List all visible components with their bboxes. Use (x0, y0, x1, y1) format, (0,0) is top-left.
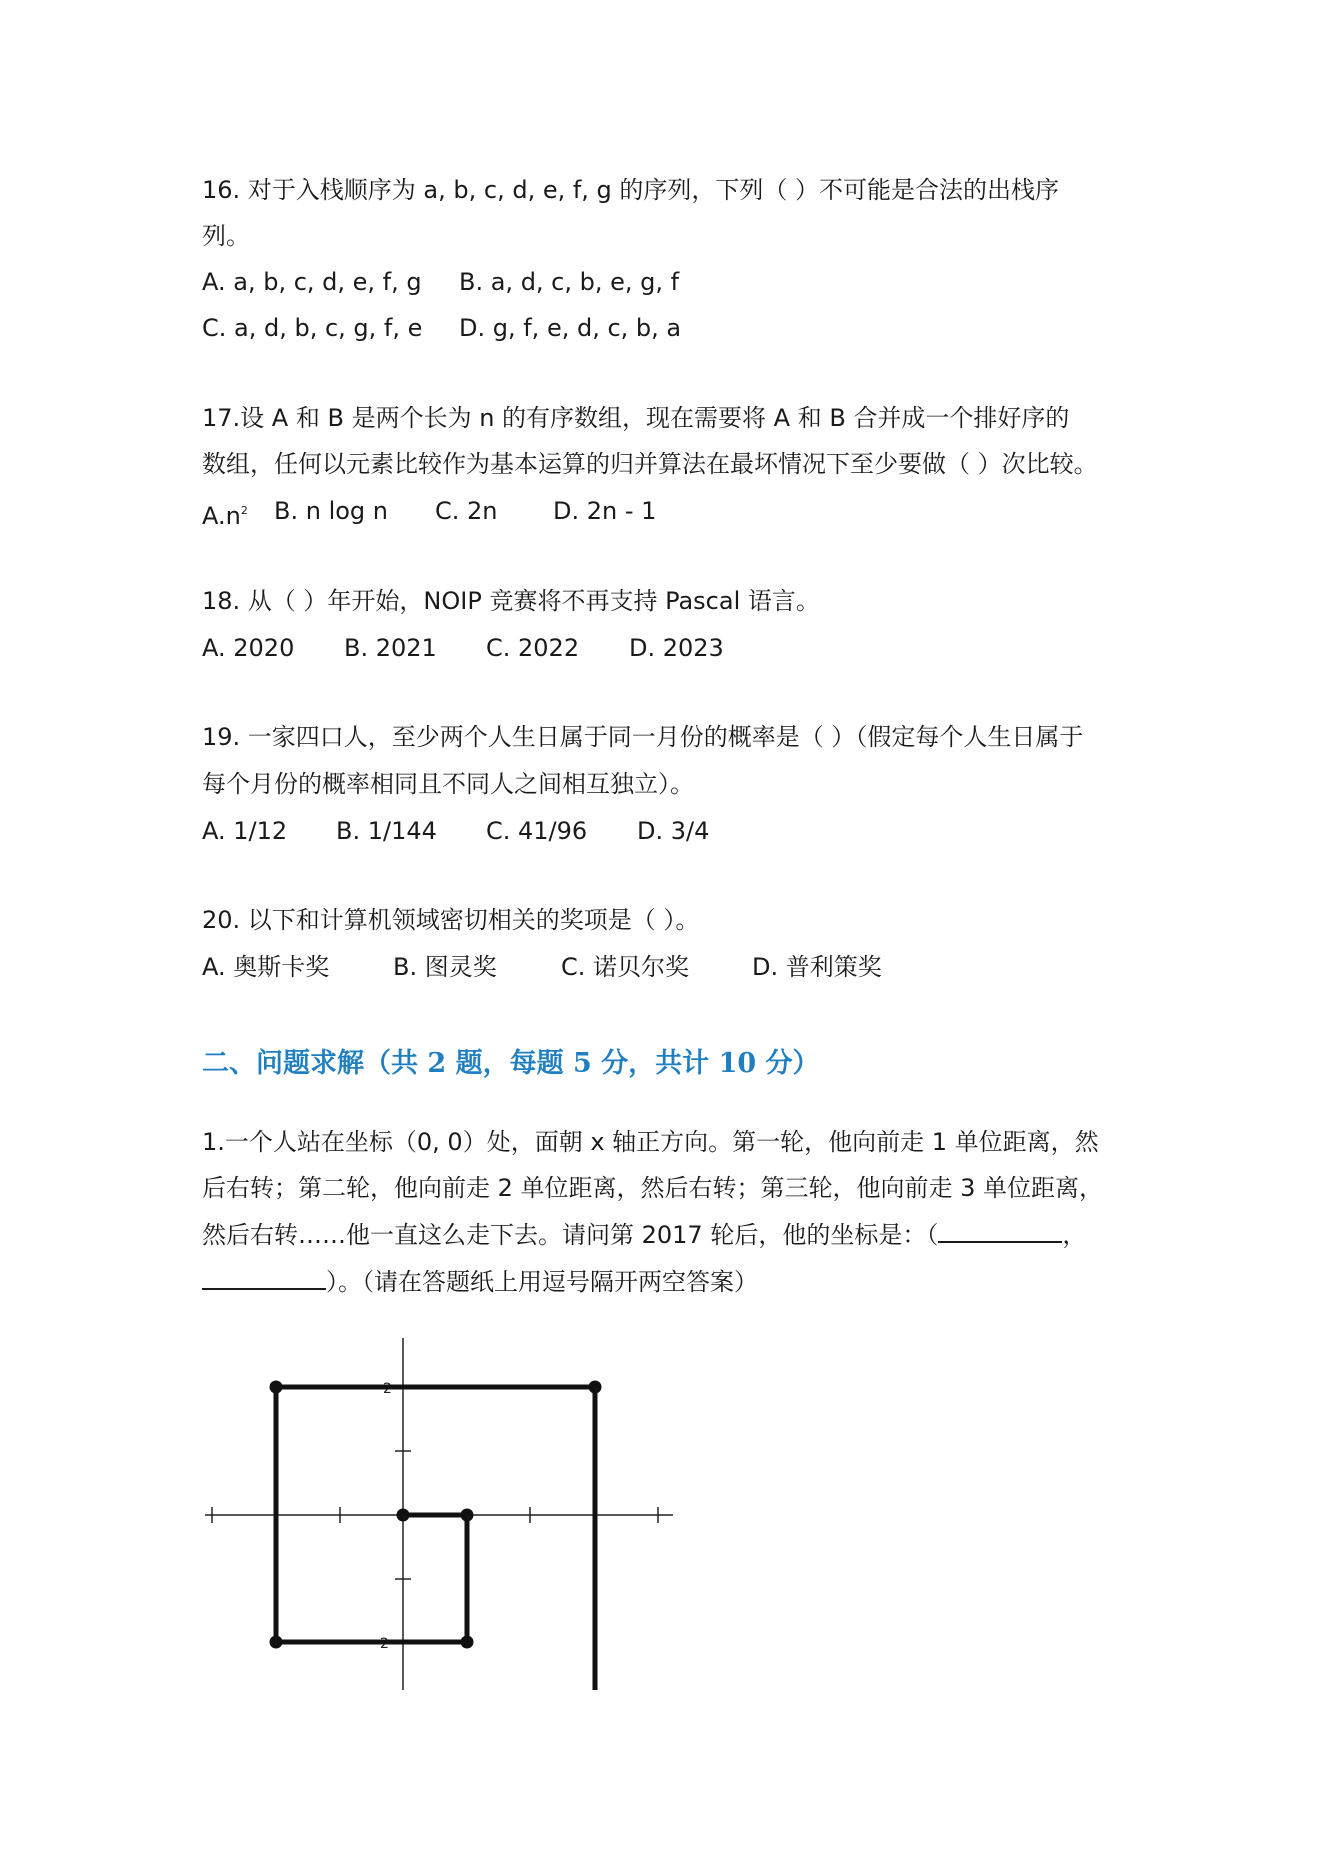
q20-stem-line1: 20. 以下和计算机领域密切相关的奖项是（ ）。 (202, 906, 700, 934)
y-tick-label-neg2: -2 (375, 1636, 389, 1652)
p1-stem-line2: 后右转；第二轮，他向前走 2 单位距离，然后右转；第三轮，他向前走 3 单位距离， (202, 1174, 1104, 1202)
q17-option-c: C. 2n (435, 497, 498, 525)
path-point (589, 1381, 602, 1394)
q19-stem-line2: 每个月份的概率相同且不同人之间相互独立）。 (202, 770, 694, 798)
q17-stem-line1: 17.设 A 和 B 是两个长为 n 的有序数组，现在需要将 A 和 B 合并成一个排好序的 (202, 404, 1070, 432)
q19-option-a: A. 1/12 (202, 817, 288, 845)
q18-option-c: C. 2022 (486, 634, 580, 662)
q20-option-a: A. 奥斯卡奖 (202, 953, 330, 981)
q18-option-a: A. 2020 (202, 634, 295, 662)
q18-stem-line1: 18. 从（ ）年开始，NOIP 竞赛将不再支持 Pascal 语言。 (202, 587, 820, 615)
p1-stem-line4 (202, 1266, 758, 1297)
section-2-heading: 二、问题求解（共 2 题，每题 5 分，共计 10 分） (202, 1048, 820, 1079)
path-point (270, 1381, 283, 1394)
q19-option-d: D. 3/4 (637, 817, 710, 845)
q19-stem-line1: 19. 一家四口人，至少两个人生日属于同一月份的概率是（ ）（假定每个人生日属于 (202, 723, 1084, 751)
q20-option-b: B. 图灵奖 (393, 953, 497, 981)
q17-stem-line2: 数组，任何以元素比较作为基本运算的归并算法在最坏情况下至少要做（ ）次比较。 (202, 450, 1098, 478)
path-point (461, 1636, 474, 1649)
p1-line4-text: ）。（请在答题纸上用逗号隔开两空答案） (326, 1268, 758, 1296)
y-tick-label-2: 2 (383, 1381, 392, 1397)
q19-option-b: B. 1/144 (336, 817, 437, 845)
q16-option-b: B. a, d, c, b, e, g, f (459, 268, 680, 296)
q20-option-d: D. 普利策奖 (752, 953, 882, 981)
q16-option-c: C. a, d, b, c, g, f, e (202, 314, 423, 342)
path-point (270, 1636, 283, 1649)
q17-option-a-exponent: 2 (240, 504, 248, 517)
answer-blank-y[interactable] (202, 1266, 326, 1290)
spiral-path-figure (195, 1335, 685, 1695)
p1-line3-comma: ， (1062, 1221, 1087, 1249)
q16-option-a: A. a, b, c, d, e, f, g (202, 268, 422, 296)
walk-path (276, 1387, 595, 1690)
q16-stem-line1: 16. 对于入栈顺序为 a, b, c, d, e, f, g 的序列，下列（ ）不可能是合法的出栈序 (202, 176, 1060, 204)
q19-option-c: C. 41/96 (486, 817, 588, 845)
p1-stem-line3 (202, 1219, 1086, 1250)
p1-stem-line1: 1.一个人站在坐标（0, 0）处，面朝 x 轴正方向。第一轮，他向前走 1 单位距离，然 (202, 1128, 1099, 1156)
q17-option-a-base: A.n (202, 502, 241, 530)
path-point (461, 1509, 474, 1522)
q18-option-b: B. 2021 (344, 634, 437, 662)
q17-option-b: B. n log n (274, 497, 388, 525)
q17-option-a (202, 496, 248, 531)
q17-option-d: D. 2n - 1 (553, 497, 657, 525)
path-point-origin (397, 1509, 410, 1522)
q20-option-c: C. 诺贝尔奖 (561, 953, 690, 981)
q18-option-d: D. 2023 (629, 634, 724, 662)
q16-option-d: D. g, f, e, d, c, b, a (459, 314, 682, 342)
q16-stem-line2: 列。 (202, 222, 250, 250)
answer-blank-x[interactable] (938, 1219, 1062, 1243)
p1-line3-text: 然后右转……他一直这么走下去。请问第 2017 轮后，他的坐标是：（ (202, 1221, 939, 1249)
